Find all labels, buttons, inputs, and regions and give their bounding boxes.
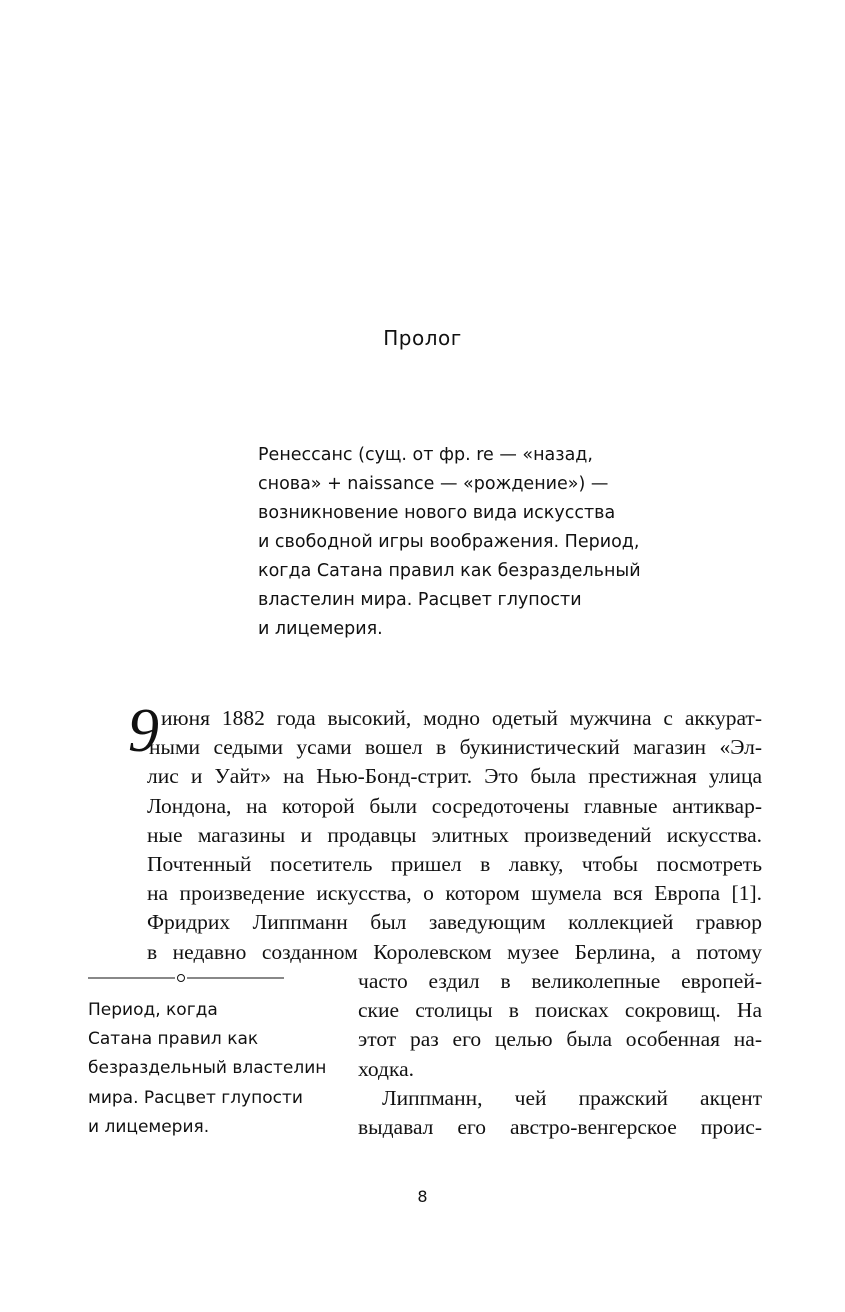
body-line: Лондона, на которой были сосредоточены главные антиквар- bbox=[147, 793, 762, 818]
pullquote-divider bbox=[88, 972, 284, 984]
page-number: 8 bbox=[417, 1187, 428, 1206]
epigraph-line: и лицемерия. bbox=[258, 619, 383, 639]
drop-cap: 9 bbox=[128, 697, 159, 765]
epigraph bbox=[258, 441, 678, 644]
epigraph-line: когда Сатана правил как безраздельный bbox=[258, 561, 641, 581]
epigraph-line: снова» + naissance — «рождение») — bbox=[258, 474, 609, 494]
body-line: в недавно созданном Королевском музее Берлина, а потому bbox=[147, 939, 762, 964]
chapter-title: Пролог bbox=[383, 326, 462, 350]
pullquote-line: безраздельный властелин bbox=[88, 1058, 327, 1079]
pullquote-line: Сатана правил как bbox=[88, 1029, 259, 1050]
body-paragraph-continued bbox=[358, 967, 762, 1142]
pullquote bbox=[88, 996, 328, 1142]
epigraph-line: и свободной игры воображения. Период, bbox=[258, 532, 640, 552]
body-paragraph bbox=[147, 704, 762, 967]
body-line: Почтенный посетитель пришел в лавку, чтобы посмотреть bbox=[147, 851, 762, 876]
body-line: ские столицы в поисках сокровищ. На bbox=[358, 998, 762, 1023]
body-line: ходка. bbox=[358, 1056, 415, 1081]
body-line: этот раз его целью была особенная на- bbox=[358, 1027, 762, 1052]
body-line: июня 1882 года высокий, модно одетый мужчина с аккурат- bbox=[161, 706, 762, 730]
body-line: на произведение искусства, о котором шумела вся Европа [1]. bbox=[147, 881, 762, 906]
epigraph-line: возникновение нового вида искусства bbox=[258, 503, 616, 523]
body-line: Фридрих Липпманн был заведующим коллекцией гравюр bbox=[147, 910, 762, 935]
pullquote-line: и лицемерия. bbox=[88, 1116, 210, 1137]
epigraph-line: властелин мира. Расцвет глупости bbox=[258, 590, 582, 610]
body-line: лис и Уайт» на Нью-Бонд-стрит. Это была престижная улица bbox=[147, 764, 762, 789]
body-line: ными седыми усами вошел в букинистический магазин «Эл- bbox=[149, 735, 762, 760]
pullquote-line: Период, когда bbox=[88, 1000, 218, 1020]
body-line: ные магазины и продавцы элитных произведений искусства. bbox=[147, 822, 762, 847]
body-line: выдавал его австро-венгерское проис- bbox=[358, 1114, 762, 1139]
pullquote-line: мира. Расцвет глупости bbox=[88, 1087, 303, 1108]
body-line: Липпманн, чей пражский акцент bbox=[382, 1085, 762, 1110]
body-line: часто ездил в великолепные европей- bbox=[358, 969, 762, 993]
epigraph-line: Ренессанс (сущ. от фр. re — «назад, bbox=[258, 445, 593, 465]
